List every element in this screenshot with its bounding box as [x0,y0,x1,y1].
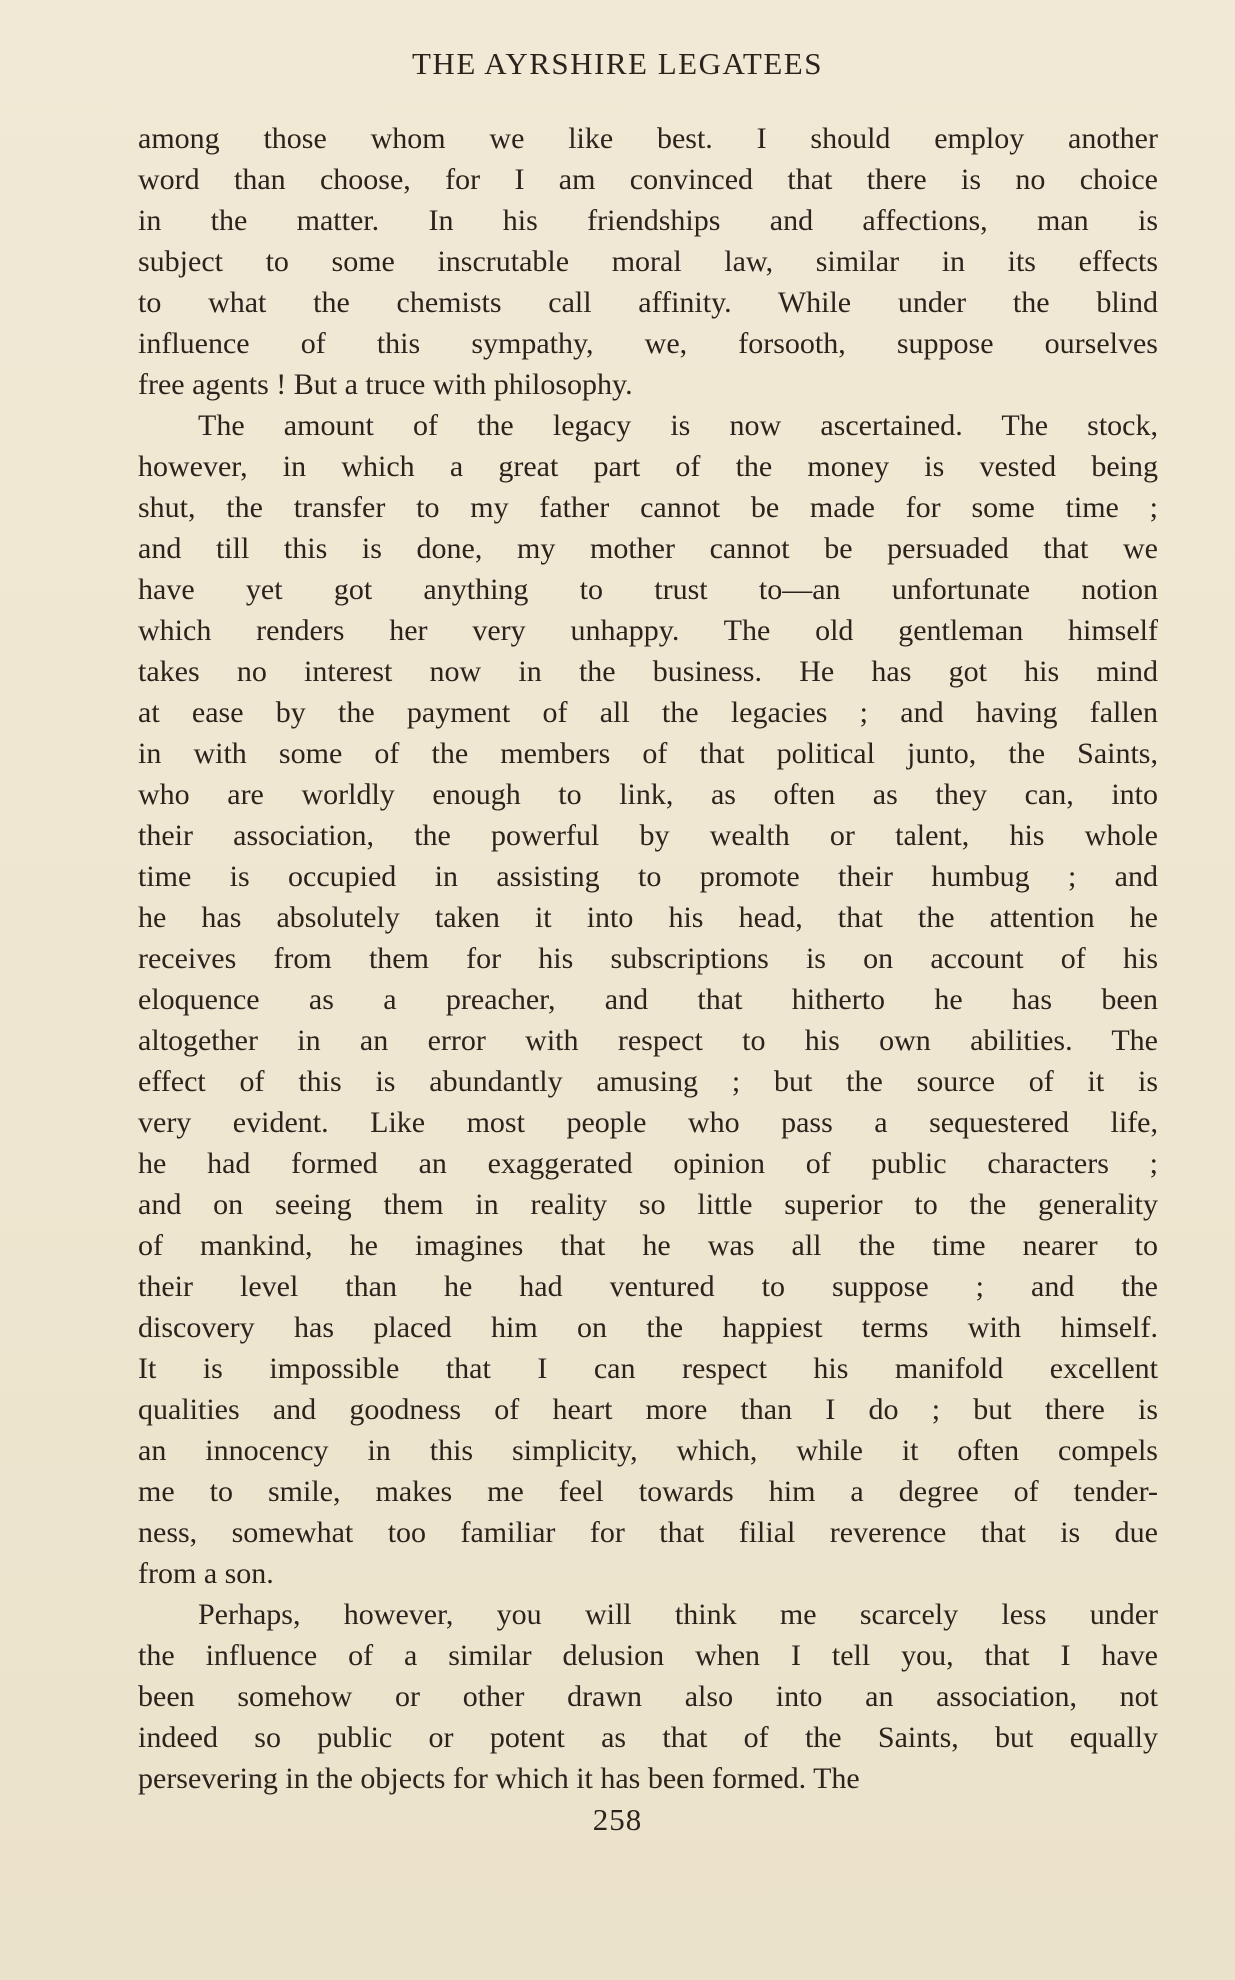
text-line: It is impossible that I can respect his manifold excellent [138,1352,1158,1385]
text-line: word than choose, for I am convinced that there is no choice [138,163,1158,196]
text-line: eloquence as a preacher, and that hitherto he has been [138,983,1158,1016]
text-line: qualities and goodness of heart more than I do ; but there is [138,1393,1158,1426]
text-line: in the matter. In his friendships and affections, man is [138,204,1158,237]
text-line: subject to some inscrutable moral law, similar in its effects [138,245,1158,278]
text-line: among those whom we like best. I should employ another [138,122,1158,155]
paragraph [138,1594,1158,1799]
text-line: The amount of the legacy is now ascertained. The stock, [198,409,1158,442]
text-line: to what the chemists call affinity. While under the blind [138,286,1158,319]
text-line: receives from them for his subscriptions is on account of his [138,942,1158,975]
text-line: in with some of the members of that political junto, the Saints, [138,737,1158,770]
text-line: me to smile, makes me feel towards him a degree of tender- [138,1475,1158,1508]
text-line: which renders her very unhappy. The old gentleman himself [138,614,1158,647]
text-line: however, in which a great part of the money is vested being [138,450,1158,483]
text-line: very evident. Like most people who pass a sequestered life, [138,1106,1158,1139]
text-line: of mankind, he imagines that he was all the time nearer to [138,1229,1158,1262]
text-line: their level than he had ventured to suppose ; and the [138,1270,1158,1303]
text-line: have yet got anything to trust to—an unfortunate notion [138,573,1158,606]
text-line: Perhaps, however, you will think me scarcely less under [198,1598,1158,1631]
text-line: he has absolutely taken it into his head, that the attention he [138,901,1158,934]
text-line: he had formed an exaggerated opinion of public characters ; [138,1147,1158,1180]
text-line: takes no interest now in the business. He has got his mind [138,655,1158,688]
text-line: altogether in an error with respect to his own abilities. The [138,1024,1158,1057]
page-number: 258 [592,1802,643,1837]
text-line: free agents ! But a truce with philosophy. [138,368,633,401]
text-line: ness, somewhat too familiar for that filial reverence that is due [138,1516,1158,1549]
paragraph [138,118,1158,405]
paragraph [138,405,1158,1594]
text-line: from a son. [138,1557,274,1590]
text-line: time is occupied in assisting to promote their humbug ; and [138,860,1158,893]
text-line: and till this is done, my mother cannot be persuaded that we [138,532,1158,565]
text-line: their association, the powerful by wealth or talent, his whole [138,819,1158,852]
text-line: persevering in the objects for which it has been formed. The [138,1762,860,1795]
text-line: who are worldly enough to link, as often as they can, into [138,778,1158,811]
text-line: an innocency in this simplicity, which, while it often compels [138,1434,1158,1467]
text-line: shut, the transfer to my father cannot be made for some time ; [138,491,1158,524]
text-line: effect of this is abundantly amusing ; but the source of it is [138,1065,1158,1098]
text-line: the influence of a similar delusion when I tell you, that I have [138,1639,1158,1672]
text-line: discovery has placed him on the happiest terms with himself. [138,1311,1158,1344]
text-line: at ease by the payment of all the legacies ; and having fallen [138,696,1158,729]
text-line: and on seeing them in reality so little superior to the generality [138,1188,1158,1221]
text-line: been somehow or other drawn also into an association, not [138,1680,1158,1713]
running-head: THE AYRSHIRE LEGATEES [412,46,823,81]
text-line: influence of this sympathy, we, forsooth, suppose ourselves [138,327,1158,360]
text-line: indeed so public or potent as that of the Saints, but equally [138,1721,1158,1754]
body-text [138,118,1158,1799]
